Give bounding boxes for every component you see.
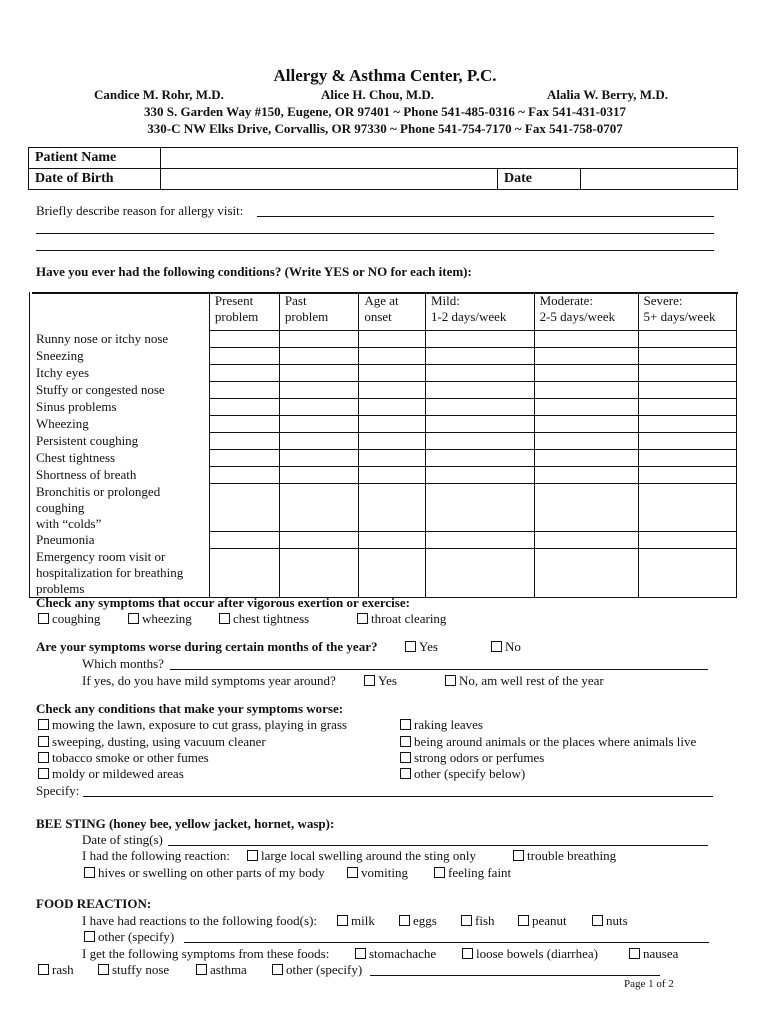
answer-cell[interactable] [425, 399, 534, 416]
food-option-other[interactable]: other (specify) [84, 929, 174, 945]
answer-cell[interactable] [638, 348, 736, 365]
column-header-line: Age at [364, 293, 399, 308]
checkbox-icon[interactable] [445, 675, 456, 686]
answer-cell[interactable] [534, 416, 638, 433]
exercise-option-chest-tightness[interactable]: chest tightness [219, 611, 309, 627]
worse-option-mowing[interactable]: mowing the lawn, exposure to cut grass, playing in grass [38, 717, 347, 733]
symptom-option-diarrhea[interactable]: loose bowels (diarrhea) [462, 946, 598, 962]
column-header-line: 5+ days/week [643, 309, 716, 324]
worse-option-animals[interactable]: being around animals or the places where animals live [400, 734, 696, 750]
checkbox-icon[interactable] [400, 719, 411, 730]
answer-cell[interactable] [359, 433, 426, 450]
answer-cell[interactable] [279, 549, 358, 598]
worse-option-odors[interactable]: strong odors or perfumes [400, 750, 544, 766]
answer-cell[interactable] [534, 484, 638, 532]
food-option-milk[interactable]: milk [337, 913, 375, 929]
conditions-table [29, 292, 737, 598]
answer-cell[interactable] [425, 416, 534, 433]
checkbox-icon[interactable] [491, 641, 502, 652]
table-row [30, 365, 737, 382]
year-around-question: If yes, do you have mild symptoms year around? [82, 673, 336, 688]
dob-field[interactable] [161, 169, 498, 190]
answer-cell[interactable] [279, 331, 358, 348]
answer-cell[interactable] [638, 399, 736, 416]
table-row [30, 399, 737, 416]
column-header [638, 292, 736, 331]
checkbox-icon[interactable] [272, 964, 283, 975]
answer-cell[interactable] [359, 331, 426, 348]
symptom-option-stomachache[interactable]: stomachache [355, 946, 436, 962]
condition-label-line: Persistent coughing [36, 433, 139, 448]
answer-cell[interactable] [425, 365, 534, 382]
checkbox-icon[interactable] [347, 867, 358, 878]
checkbox-icon[interactable] [84, 867, 95, 878]
exercise-option-throat-clearing[interactable]: throat clearing [357, 611, 446, 627]
answer-cell[interactable] [279, 484, 358, 532]
answer-cell[interactable] [359, 348, 426, 365]
table-row [30, 433, 737, 450]
year-around-no-option[interactable]: No, am well rest of the year [445, 673, 604, 689]
conditions-label-header [30, 292, 210, 331]
table-row [30, 484, 737, 532]
food-option-nuts[interactable]: nuts [592, 913, 628, 929]
checkbox-icon[interactable] [247, 850, 258, 861]
food-reaction-title: FOOD REACTION: [36, 896, 152, 911]
table-row [30, 382, 737, 399]
answer-cell[interactable] [359, 365, 426, 382]
bee-option-trouble-breathing[interactable]: trouble breathing [513, 848, 616, 864]
condition-label-line: with “colds” [36, 515, 102, 531]
column-header-line: 1-2 days/week [430, 309, 507, 324]
specify-line[interactable] [83, 796, 713, 797]
answer-cell[interactable] [638, 365, 736, 382]
answer-cell[interactable] [638, 484, 736, 532]
checkbox-icon[interactable] [461, 915, 472, 926]
conditions-question: Have you ever had the following conditions? (Write YES or NO for each item): [36, 264, 472, 279]
checkbox-icon[interactable] [400, 768, 411, 779]
answer-cell[interactable] [638, 450, 736, 467]
answer-cell[interactable] [209, 532, 279, 549]
exercise-option-wheezing[interactable]: wheezing [128, 611, 192, 627]
checkbox-icon[interactable] [98, 964, 109, 975]
condition-label [30, 549, 210, 598]
table-row [30, 549, 737, 598]
answer-cell[interactable] [534, 467, 638, 484]
answer-cell[interactable] [534, 331, 638, 348]
answer-cell[interactable] [359, 484, 426, 532]
bee-option-hives[interactable]: hives or swelling on other parts of my body [84, 865, 325, 881]
answer-cell[interactable] [209, 331, 279, 348]
condition-label-line: Bronchitis or prolonged coughing [36, 483, 161, 515]
answer-cell[interactable] [359, 382, 426, 399]
answer-cell[interactable] [279, 416, 358, 433]
which-months-label: Which months? [82, 656, 164, 671]
address-corvallis: 330-C NW Elks Drive, Corvallis, OR 97330 ~ Phone 541-754-7170 ~ Fax 541-758-0707 [147, 121, 623, 136]
checkbox-icon[interactable] [337, 915, 348, 926]
checkbox-icon[interactable] [399, 915, 410, 926]
answer-cell[interactable] [279, 348, 358, 365]
answer-cell[interactable] [425, 331, 534, 348]
checkbox-icon[interactable] [434, 867, 445, 878]
worse-question: Check any conditions that make your symptoms worse: [36, 701, 344, 716]
answer-cell[interactable] [425, 450, 534, 467]
column-header-line: Severe: [643, 293, 683, 308]
exercise-option-coughing[interactable]: coughing [38, 611, 100, 627]
answer-cell[interactable] [279, 532, 358, 549]
food-option-fish[interactable]: fish [461, 913, 495, 929]
checkbox-icon[interactable] [629, 948, 640, 959]
doctor-name-3: Alalia W. Berry, M.D. [547, 87, 668, 102]
checkbox-icon[interactable] [405, 641, 416, 652]
checkbox-icon[interactable] [513, 850, 524, 861]
answer-cell[interactable] [638, 467, 736, 484]
specify-label: Specify: [36, 783, 80, 798]
bee-option-faint[interactable]: feeling faint [434, 865, 511, 881]
checkbox-icon[interactable] [357, 613, 368, 624]
answer-cell[interactable] [359, 549, 426, 598]
exercise-question: Check any symptoms that occur after vigorous exertion or exercise: [36, 595, 410, 610]
reaction-label: I had the following reaction: [82, 848, 231, 863]
answer-cell[interactable] [534, 365, 638, 382]
table-row [30, 348, 737, 365]
checkbox-icon[interactable] [400, 752, 411, 763]
months-yes-option[interactable]: Yes [405, 639, 438, 655]
table-row [30, 450, 737, 467]
answer-cell[interactable] [279, 433, 358, 450]
reason-line-1[interactable] [257, 216, 714, 217]
answer-cell[interactable] [209, 484, 279, 532]
answer-cell[interactable] [279, 382, 358, 399]
answer-cell[interactable] [534, 348, 638, 365]
answer-cell[interactable] [425, 382, 534, 399]
condition-label [30, 382, 210, 399]
condition-label [30, 484, 210, 532]
answer-cell[interactable] [209, 450, 279, 467]
condition-label-line: Wheezing [36, 416, 89, 431]
year-around-yes-option[interactable]: Yes [364, 673, 397, 689]
checkbox-icon[interactable] [38, 736, 49, 747]
answer-cell[interactable] [425, 348, 534, 365]
answer-cell[interactable] [209, 399, 279, 416]
answer-cell[interactable] [638, 532, 736, 549]
answer-cell[interactable] [425, 549, 534, 598]
checkbox-icon[interactable] [38, 752, 49, 763]
column-header-line: Present [214, 293, 254, 308]
condition-label [30, 365, 210, 382]
column-header-line: 2-5 days/week [539, 309, 616, 324]
condition-label-line: Emergency room visit or [36, 548, 166, 564]
condition-label-line: Itchy eyes [36, 365, 90, 380]
answer-cell[interactable] [638, 331, 736, 348]
checkbox-icon[interactable] [592, 915, 603, 926]
worse-option-raking[interactable]: raking leaves [400, 717, 483, 733]
answer-cell[interactable] [425, 433, 534, 450]
condition-label [30, 433, 210, 450]
column-header-line: Past [284, 293, 307, 308]
answer-cell[interactable] [359, 532, 426, 549]
bee-sting-title: BEE STING (honey bee, yellow jacket, hornet, wasp): [36, 816, 335, 831]
table-row [30, 467, 737, 484]
column-header-line: problem [284, 309, 329, 324]
answer-cell[interactable] [359, 399, 426, 416]
clinic-title: Allergy & Asthma Center, P.C. [273, 66, 497, 85]
sting-date-line[interactable] [168, 845, 708, 846]
checkbox-icon[interactable] [128, 613, 139, 624]
answer-cell[interactable] [425, 467, 534, 484]
food-other-line[interactable] [184, 942, 709, 943]
condition-label [30, 416, 210, 433]
answer-cell[interactable] [279, 399, 358, 416]
answer-cell[interactable] [534, 382, 638, 399]
answer-cell[interactable] [534, 433, 638, 450]
checkbox-icon[interactable] [518, 915, 529, 926]
food-reactions-label: I have had reactions to the following food(s): [82, 913, 318, 928]
condition-label-line: Sneezing [36, 348, 84, 363]
patient-name-field[interactable] [161, 148, 738, 169]
checkbox-icon[interactable] [38, 964, 49, 975]
answer-cell[interactable] [209, 433, 279, 450]
condition-label-line: Sinus problems [36, 399, 117, 414]
checkbox-icon[interactable] [38, 613, 49, 624]
condition-label [30, 467, 210, 484]
condition-label-line: hospitalization for breathing [36, 564, 184, 580]
months-no-option[interactable]: No [491, 639, 521, 655]
symptom-option-stuffy-nose[interactable]: stuffy nose [98, 962, 169, 978]
checkbox-icon[interactable] [364, 675, 375, 686]
column-header [279, 292, 358, 331]
checkbox-icon[interactable] [400, 736, 411, 747]
column-header-line: Mild: [430, 293, 460, 308]
condition-label-line: Chest tightness [36, 450, 116, 465]
answer-cell[interactable] [534, 399, 638, 416]
answer-cell[interactable] [534, 549, 638, 598]
food-option-eggs[interactable]: eggs [399, 913, 437, 929]
bee-option-vomiting[interactable]: vomiting [347, 865, 408, 881]
column-header [425, 292, 534, 331]
reason-line-2[interactable] [36, 233, 714, 234]
table-row [30, 331, 737, 348]
months-question: Are your symptoms worse during certain months of the year? [36, 639, 378, 654]
table-row [30, 532, 737, 549]
answer-cell[interactable] [209, 416, 279, 433]
column-header-line: onset [364, 309, 392, 324]
worse-option-other[interactable]: other (specify below) [400, 766, 525, 782]
answer-cell[interactable] [638, 549, 736, 598]
worse-option-mold[interactable]: moldy or mildewed areas [38, 766, 184, 782]
answer-cell[interactable] [638, 433, 736, 450]
checkbox-icon[interactable] [355, 948, 366, 959]
answer-cell[interactable] [209, 467, 279, 484]
reason-label: Briefly describe reason for allergy visit: [36, 203, 244, 218]
food-symptoms-label: I get the following symptoms from these foods: [82, 946, 330, 961]
answer-cell[interactable] [425, 532, 534, 549]
condition-label [30, 331, 210, 348]
checkbox-icon[interactable] [196, 964, 207, 975]
symptom-option-asthma[interactable]: asthma [196, 962, 247, 978]
column-header [534, 292, 638, 331]
checkbox-icon[interactable] [38, 768, 49, 779]
condition-label [30, 532, 210, 549]
condition-label-line: Shortness of breath [36, 467, 137, 482]
answer-cell[interactable] [638, 382, 736, 399]
checkbox-icon[interactable] [38, 719, 49, 730]
answer-cell[interactable] [279, 365, 358, 382]
condition-label-line: problems [36, 580, 85, 596]
column-header-line: Moderate: [539, 293, 594, 308]
page-number: Page 1 of 2 [624, 978, 674, 990]
checkbox-icon[interactable] [84, 931, 95, 942]
dob-label: Date of Birth [29, 169, 161, 190]
condition-label [30, 348, 210, 365]
date-label: Date [498, 169, 581, 190]
condition-label-line: Pneumonia [36, 532, 95, 547]
condition-label [30, 399, 210, 416]
answer-cell[interactable] [209, 549, 279, 598]
answer-cell[interactable] [534, 532, 638, 549]
column-header [209, 292, 279, 331]
answer-cell[interactable] [425, 484, 534, 532]
condition-label [30, 450, 210, 467]
worse-option-tobacco[interactable]: tobacco smoke or other fumes [38, 750, 209, 766]
address-eugene: 330 S. Garden Way #150, Eugene, OR 97401 ~ Phone 541-485-0316 ~ Fax 541-431-0317 [143, 104, 626, 119]
column-header [359, 292, 426, 331]
patient-info-table [28, 147, 738, 190]
date-field[interactable] [581, 169, 738, 190]
doctor-name-2: Alice H. Chou, M.D. [321, 87, 435, 102]
patient-name-label: Patient Name [29, 148, 161, 169]
condition-label-line: Stuffy or congested nose [36, 382, 165, 397]
answer-cell[interactable] [534, 450, 638, 467]
symptom-option-rash[interactable]: rash [38, 962, 74, 978]
doctor-name-1: Candice M. Rohr, M.D. [94, 87, 224, 102]
answer-cell[interactable] [359, 450, 426, 467]
condition-label-line: Runny nose or itchy nose [36, 331, 169, 346]
sting-date-label: Date of sting(s) [82, 832, 163, 847]
food-option-peanut[interactable]: peanut [518, 913, 567, 929]
symptom-option-other[interactable]: other (specify) [272, 962, 362, 978]
answer-cell[interactable] [209, 365, 279, 382]
bee-option-local-swelling[interactable]: large local swelling around the sting only [247, 848, 476, 864]
answer-cell[interactable] [209, 382, 279, 399]
checkbox-icon[interactable] [219, 613, 230, 624]
symptom-option-nausea[interactable]: nausea [629, 946, 678, 962]
which-months-line[interactable] [170, 669, 708, 670]
answer-cell[interactable] [359, 416, 426, 433]
answer-cell[interactable] [359, 467, 426, 484]
answer-cell[interactable] [209, 348, 279, 365]
answer-cell[interactable] [279, 450, 358, 467]
table-row [30, 416, 737, 433]
checkbox-icon[interactable] [462, 948, 473, 959]
symptom-other-line[interactable] [370, 975, 660, 976]
column-header-line: problem [214, 309, 259, 324]
reason-line-3[interactable] [36, 250, 714, 251]
answer-cell[interactable] [279, 467, 358, 484]
worse-option-sweeping[interactable]: sweeping, dusting, using vacuum cleaner [38, 734, 266, 750]
answer-cell[interactable] [638, 416, 736, 433]
